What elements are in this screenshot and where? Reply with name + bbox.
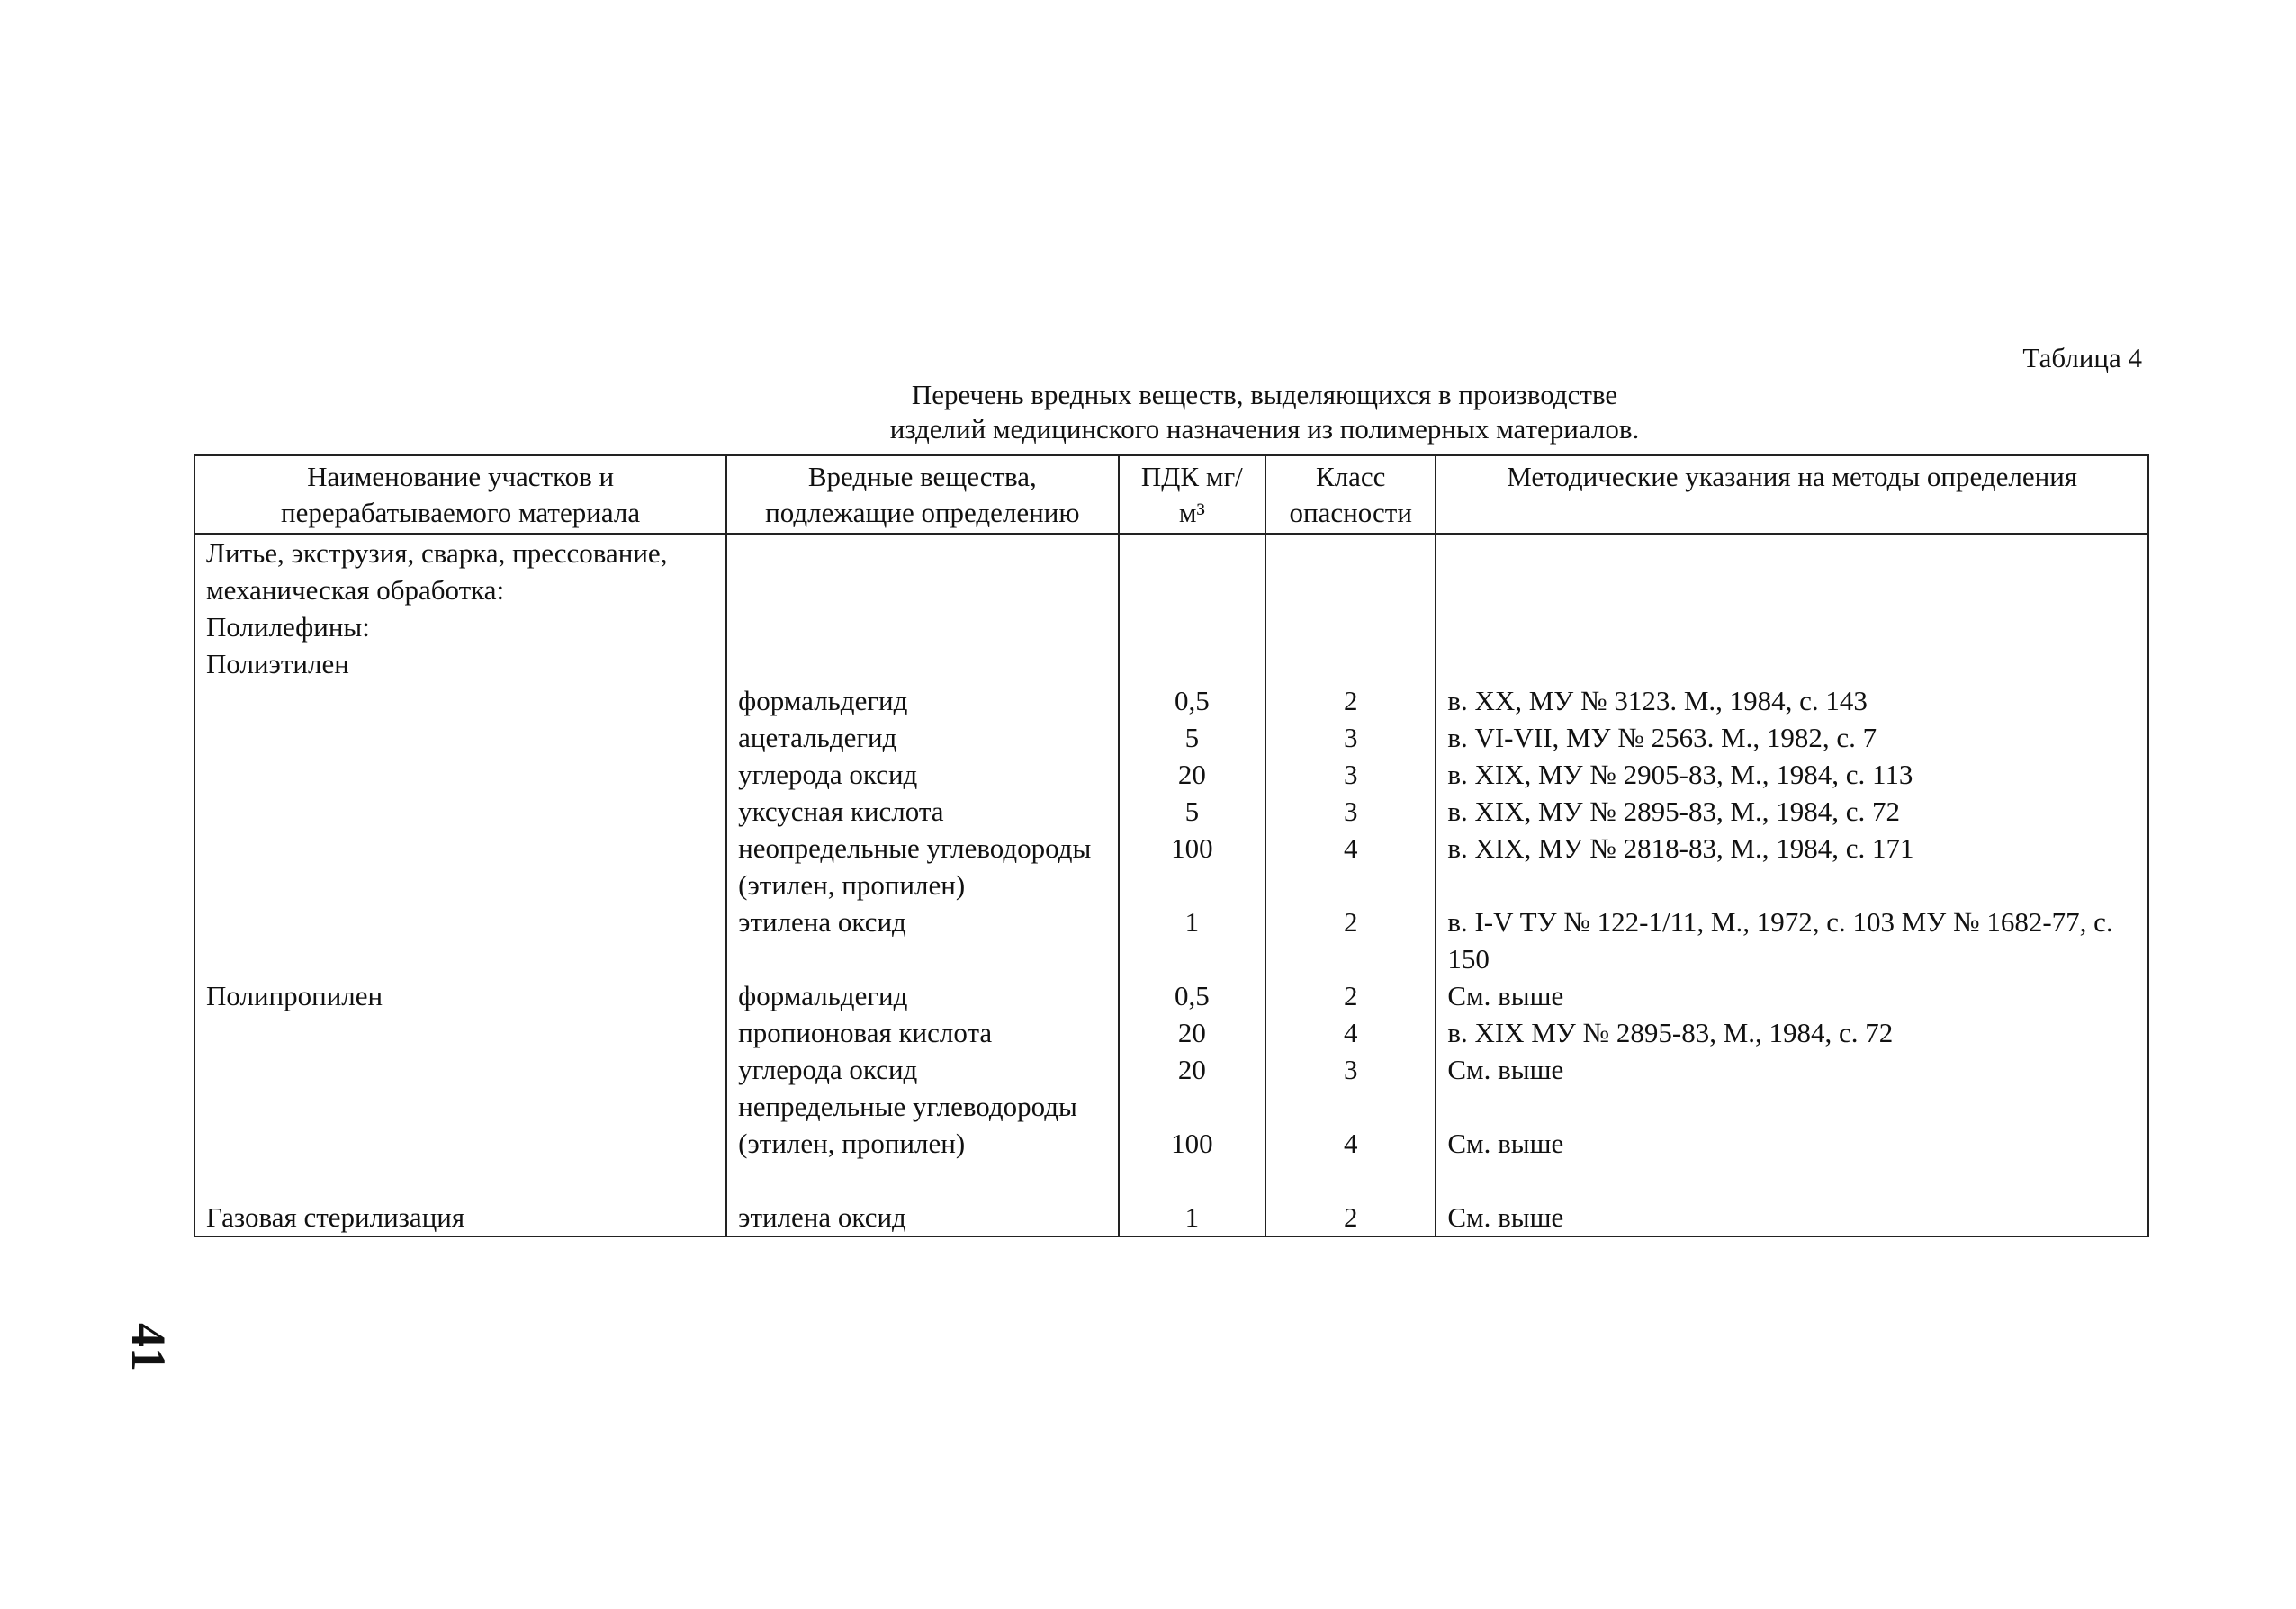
substance-cell: этилена оксид	[726, 1199, 1118, 1236]
method-cell: в. XIX, МУ № 2895-83, М., 1984, с. 72	[1436, 793, 2148, 830]
substance-cell: неопредельные углеводороды (этилен, пропилен)	[726, 830, 1118, 903]
pdk-cell: 5	[1119, 793, 1266, 830]
table-row	[194, 1199, 2148, 1236]
table-row	[194, 756, 2148, 793]
header-hazard-class: Класс опасности	[1265, 455, 1436, 534]
method-cell: в. XIX, МУ № 2818-83, М., 1984, с. 171	[1436, 830, 2148, 903]
header-pdk: ПДК мг/м³	[1119, 455, 1266, 534]
substance-cell: уксусная кислота	[726, 793, 1118, 830]
table-row	[194, 1051, 2148, 1088]
hazard-class-cell: 3	[1265, 756, 1436, 793]
substance-cell: ацетальдегид	[726, 719, 1118, 756]
harmful-substances-table	[194, 454, 2149, 1237]
hazard-class-cell: 3	[1265, 1051, 1436, 1088]
pdk-cell: 5	[1119, 719, 1266, 756]
hazard-class-cell: 3	[1265, 719, 1436, 756]
material-cell: Полипропилен	[194, 977, 726, 1014]
table-row	[194, 534, 2148, 608]
method-cell: См. выше	[1436, 1199, 2148, 1236]
method-cell: в. XIX МУ № 2895-83, М., 1984, с. 72	[1436, 1014, 2148, 1051]
material-cell	[194, 1088, 726, 1162]
page-number: 41	[122, 1323, 176, 1371]
pdk-cell: 1	[1119, 1199, 1266, 1236]
caption-line-1: Перечень вредных веществ, выделяющихся в производстве	[911, 379, 1618, 410]
header-substances: Вредные вещества, подлежащие определению	[726, 455, 1118, 534]
material-cell	[194, 830, 726, 903]
method-cell: См. выше	[1436, 1088, 2148, 1162]
section-label: Полиэтилен	[194, 645, 726, 682]
hazard-class-cell: 4	[1265, 1014, 1436, 1051]
section-label: Литье, экструзия, сварка, прессование, механическая обработка:	[194, 534, 726, 608]
table-caption	[504, 378, 2025, 446]
substance-cell: углерода оксид	[726, 756, 1118, 793]
material-cell	[194, 1014, 726, 1051]
header-section-material: Наименование участков и перерабатываемого материала	[194, 455, 726, 534]
hazard-class-cell: 2	[1265, 682, 1436, 719]
table-row	[194, 793, 2148, 830]
substance-cell: формальдегид	[726, 682, 1118, 719]
header-methods: Методические указания на методы определения	[1436, 455, 2148, 534]
method-cell: См. выше	[1436, 1051, 2148, 1088]
table-row	[194, 1088, 2148, 1162]
method-cell: в. XIX, МУ № 2905-83, М., 1984, с. 113	[1436, 756, 2148, 793]
material-cell	[194, 903, 726, 977]
material-cell: Газовая стерилизация	[194, 1199, 726, 1236]
material-cell	[194, 719, 726, 756]
table-header-row	[194, 455, 2148, 534]
hazard-class-cell: 4	[1265, 830, 1436, 903]
hazard-class-cell: 2	[1265, 1199, 1436, 1236]
substance-cell: этилена оксид	[726, 903, 1118, 977]
table-label: Таблица 4	[2022, 342, 2142, 373]
table-row	[194, 719, 2148, 756]
material-cell	[194, 682, 726, 719]
pdk-cell: 100	[1119, 1088, 1266, 1162]
table-row	[194, 608, 2148, 645]
table-row	[194, 830, 2148, 903]
pdk-cell: 20	[1119, 1014, 1266, 1051]
hazard-class-cell: 2	[1265, 977, 1436, 1014]
caption-line-2: изделий медицинского назначения из полимерных материалов.	[889, 413, 1640, 445]
hazard-class-cell: 4	[1265, 1088, 1436, 1162]
method-cell: в. VI-VII, МУ № 2563. М., 1982, с. 7	[1436, 719, 2148, 756]
table-row	[194, 682, 2148, 719]
substance-cell: непредельные углеводороды (этилен, пропилен)	[726, 1088, 1118, 1162]
section-label: Полилефины:	[194, 608, 726, 645]
method-cell: в. I-V ТУ № 122-1/11, М., 1972, с. 103 МУ № 1682-77, с. 150	[1436, 903, 2148, 977]
table-row	[194, 1162, 2148, 1199]
table-row	[194, 977, 2148, 1014]
material-cell	[194, 756, 726, 793]
material-cell	[194, 793, 726, 830]
table-row	[194, 645, 2148, 682]
pdk-cell: 1	[1119, 903, 1266, 977]
method-cell: в. XX, МУ № 3123. М., 1984, с. 143	[1436, 682, 2148, 719]
substance-cell: углерода оксид	[726, 1051, 1118, 1088]
pdk-cell: 0,5	[1119, 977, 1266, 1014]
table-row	[194, 903, 2148, 977]
hazard-class-cell: 3	[1265, 793, 1436, 830]
pdk-cell: 100	[1119, 830, 1266, 903]
pdk-cell: 0,5	[1119, 682, 1266, 719]
method-cell: См. выше	[1436, 977, 2148, 1014]
pdk-cell: 20	[1119, 1051, 1266, 1088]
pdk-cell: 20	[1119, 756, 1266, 793]
hazard-class-cell: 2	[1265, 903, 1436, 977]
table-row	[194, 1014, 2148, 1051]
substance-cell: пропионовая кислота	[726, 1014, 1118, 1051]
material-cell	[194, 1051, 726, 1088]
substance-cell: формальдегид	[726, 977, 1118, 1014]
